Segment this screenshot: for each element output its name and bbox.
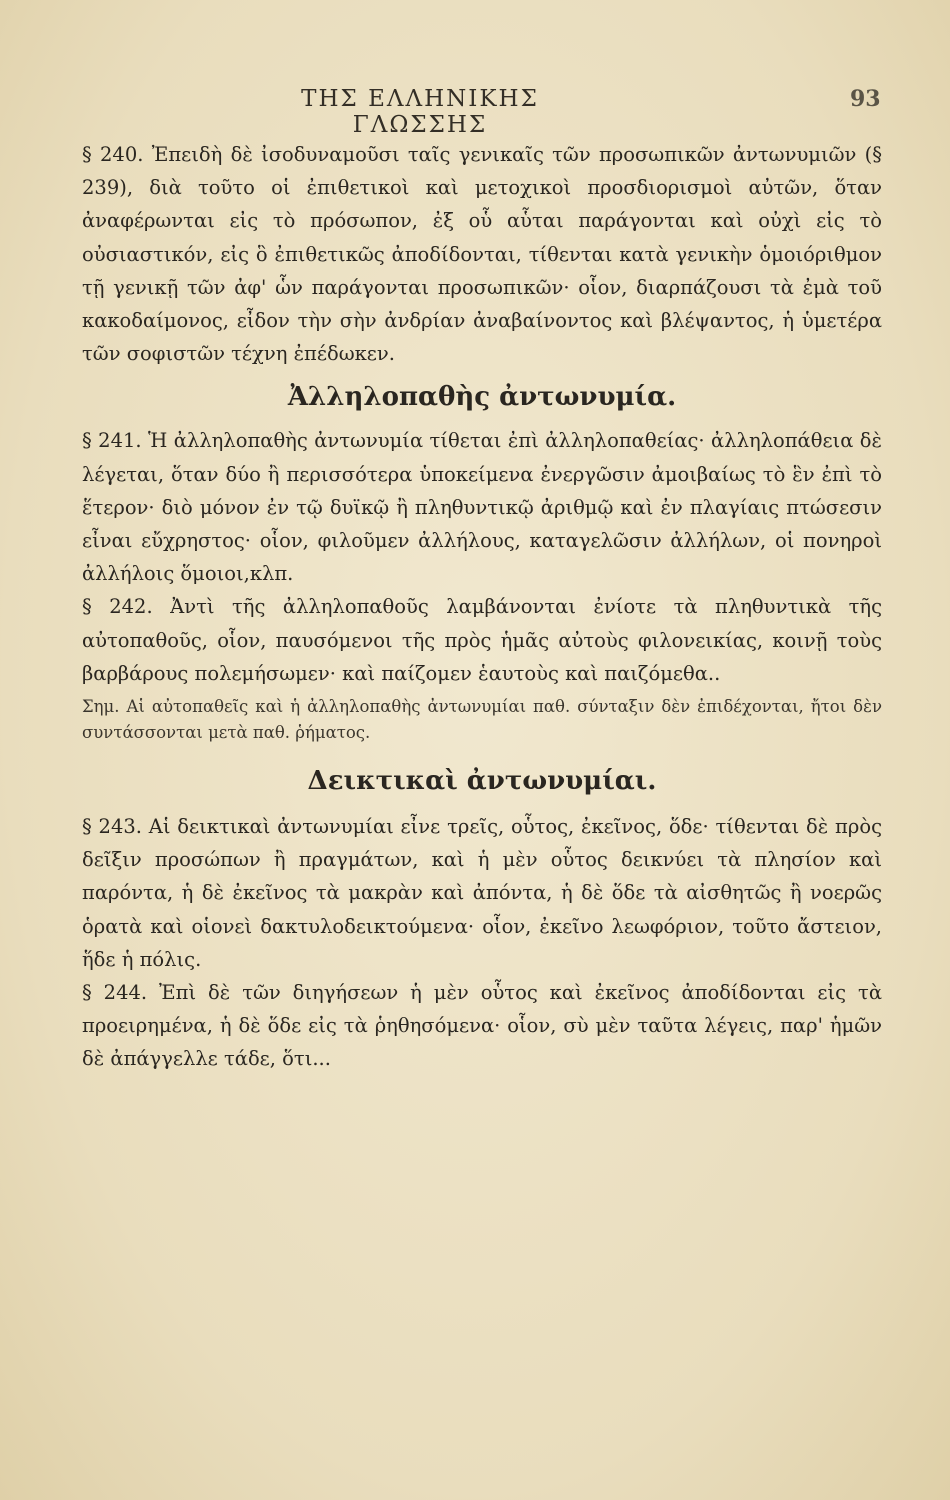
heading-deiktikai: Δεικτικαὶ ἀντωνυμίαι. bbox=[307, 766, 657, 797]
heading-allelopathes: Ἀλληλοπαθὴς ἀντωνυμία. bbox=[287, 382, 677, 413]
page-header bbox=[0, 86, 950, 138]
section-243: § 243. Αἱ δεικτικαὶ ἀντωνυμίαι εἶνε τρεῖς, οὗτος, ἐκεῖνος, ὅδε· τίθενται δὲ πρὸς δεῖξιν προσώπων ἢ πραγμάτων, καὶ ἡ μὲν οὗτος δεικνύει τὰ πλησίον καὶ παρόντα, ἡ δὲ ἐκεῖνος τὰ μακρὰν καὶ ἀπόντα, ἡ δὲ ὅδε τὰ αἰσθητῶς ἢ νοερῶς ὁρατὰ καὶ οἱονεὶ δακτυλοδεικτούμενα· οἷον, ἐκεῖνο λεωφόριον, τοῦτο ἄστειον, ἥδε ἡ πόλις. bbox=[82, 815, 882, 971]
section-244: § 244. Ἐπὶ δὲ τῶν διηγήσεων ἡ μὲν οὗτος καὶ ἐκεῖνος ἀποδίδονται εἰς τὰ προειρημένα, ἡ δὲ ὅδε εἰς τὰ ῥηθησόμενα· οἷον, σὺ μὲν ταῦτα λέγεις, παρ' ἡμῶν δὲ ἀπάγγελλε τάδε, ὅτι... bbox=[82, 981, 882, 1071]
section-240: § 240. Ἐπειδὴ δὲ ἰσοδυναμοῦσι ταῖς γενικαῖς τῶν προσωπικῶν ἀντωνυμιῶν (§ 239), διὰ τοῦτο οἱ ἐπιθετικοὶ καὶ μετοχικοὶ προσδιορισμοὶ αὐτῶν, ὅταν ἀναφέρωνται εἰς τὸ πρόσωπον, ἐξ οὗ αὗται παράγονται καὶ οὐχὶ εἰς τὸ οὐσιαστικόν, εἰς ὃ ἐπιθετικῶς ἀποδίδονται, τίθενται κατὰ γενικὴν ὁμοιόριθμον τῇ γενικῇ τῶν ἀφ' ὧν παράγονται προσωπικῶν· οἷον, διαρπάζουσι τὰ ἐμὰ τοῦ κακοδαίμονος, εἶδον τὴν σὴν ἀνδρίαν ἀναβαίνοντος καὶ βλέψαντος, ἡ ὑμετέρα τῶν σοφιστῶν τέχνη ἐπέδωκεν. bbox=[82, 143, 882, 366]
page-body bbox=[82, 138, 882, 1076]
page-number: 93 bbox=[850, 86, 881, 112]
running-title: ΤΗΣ ΕΛΛΗΝΙΚΗΣ ΓΛΩΣΣΗΣ bbox=[301, 86, 539, 138]
section-241: § 241. Ἡ ἀλληλοπαθὴς ἀντωνυμία τίθεται ἐπὶ ἀλληλοπαθείας· ἀλληλοπάθεια δὲ λέγεται, ὅταν δύο ἢ περισσότερα ὑποκείμενα ἐνεργῶσιν ἀμοιβαίως τὸ ἓν ἐπὶ τὸ ἕτερον· διὸ μόνον ἐν τῷ δυϊκῷ ἢ πληθυντικῷ ἀριθμῷ καὶ ἐν πλαγίαις πτώσεσιν εἶναι εὔχρηστος· οἷον, φιλοῦμεν ἀλλήλους, καταγελῶσιν ἀλλήλων, οἱ πονηροὶ ἀλλήλοις ὅμοιοι,κλπ. bbox=[82, 429, 882, 586]
note: Σημ. Αἱ αὐτοπαθεῖς καὶ ἡ ἀλληλοπαθὴς ἀντωνυμίαι παθ. σύνταξιν δὲν ἐπιδέχονται, ἤτοι δὲν συντάσσονται μετὰ παθ. ῥήματος. bbox=[82, 697, 882, 743]
section-242: § 242. Ἀντὶ τῆς ἀλληλοπαθοῦς λαμβάνονται ἐνίοτε τὰ πληθυντικὰ τῆς αὐτοπαθοῦς, οἷον, παυσόμενοι τῆς πρὸς ἡμᾶς αὐτοὺς φιλονεικίας, κοινῇ τοὺς βαρβάρους πολεμήσωμεν· καὶ παίζομεν ἑαυτοὺς καὶ παιζόμεθα.. bbox=[82, 595, 882, 685]
